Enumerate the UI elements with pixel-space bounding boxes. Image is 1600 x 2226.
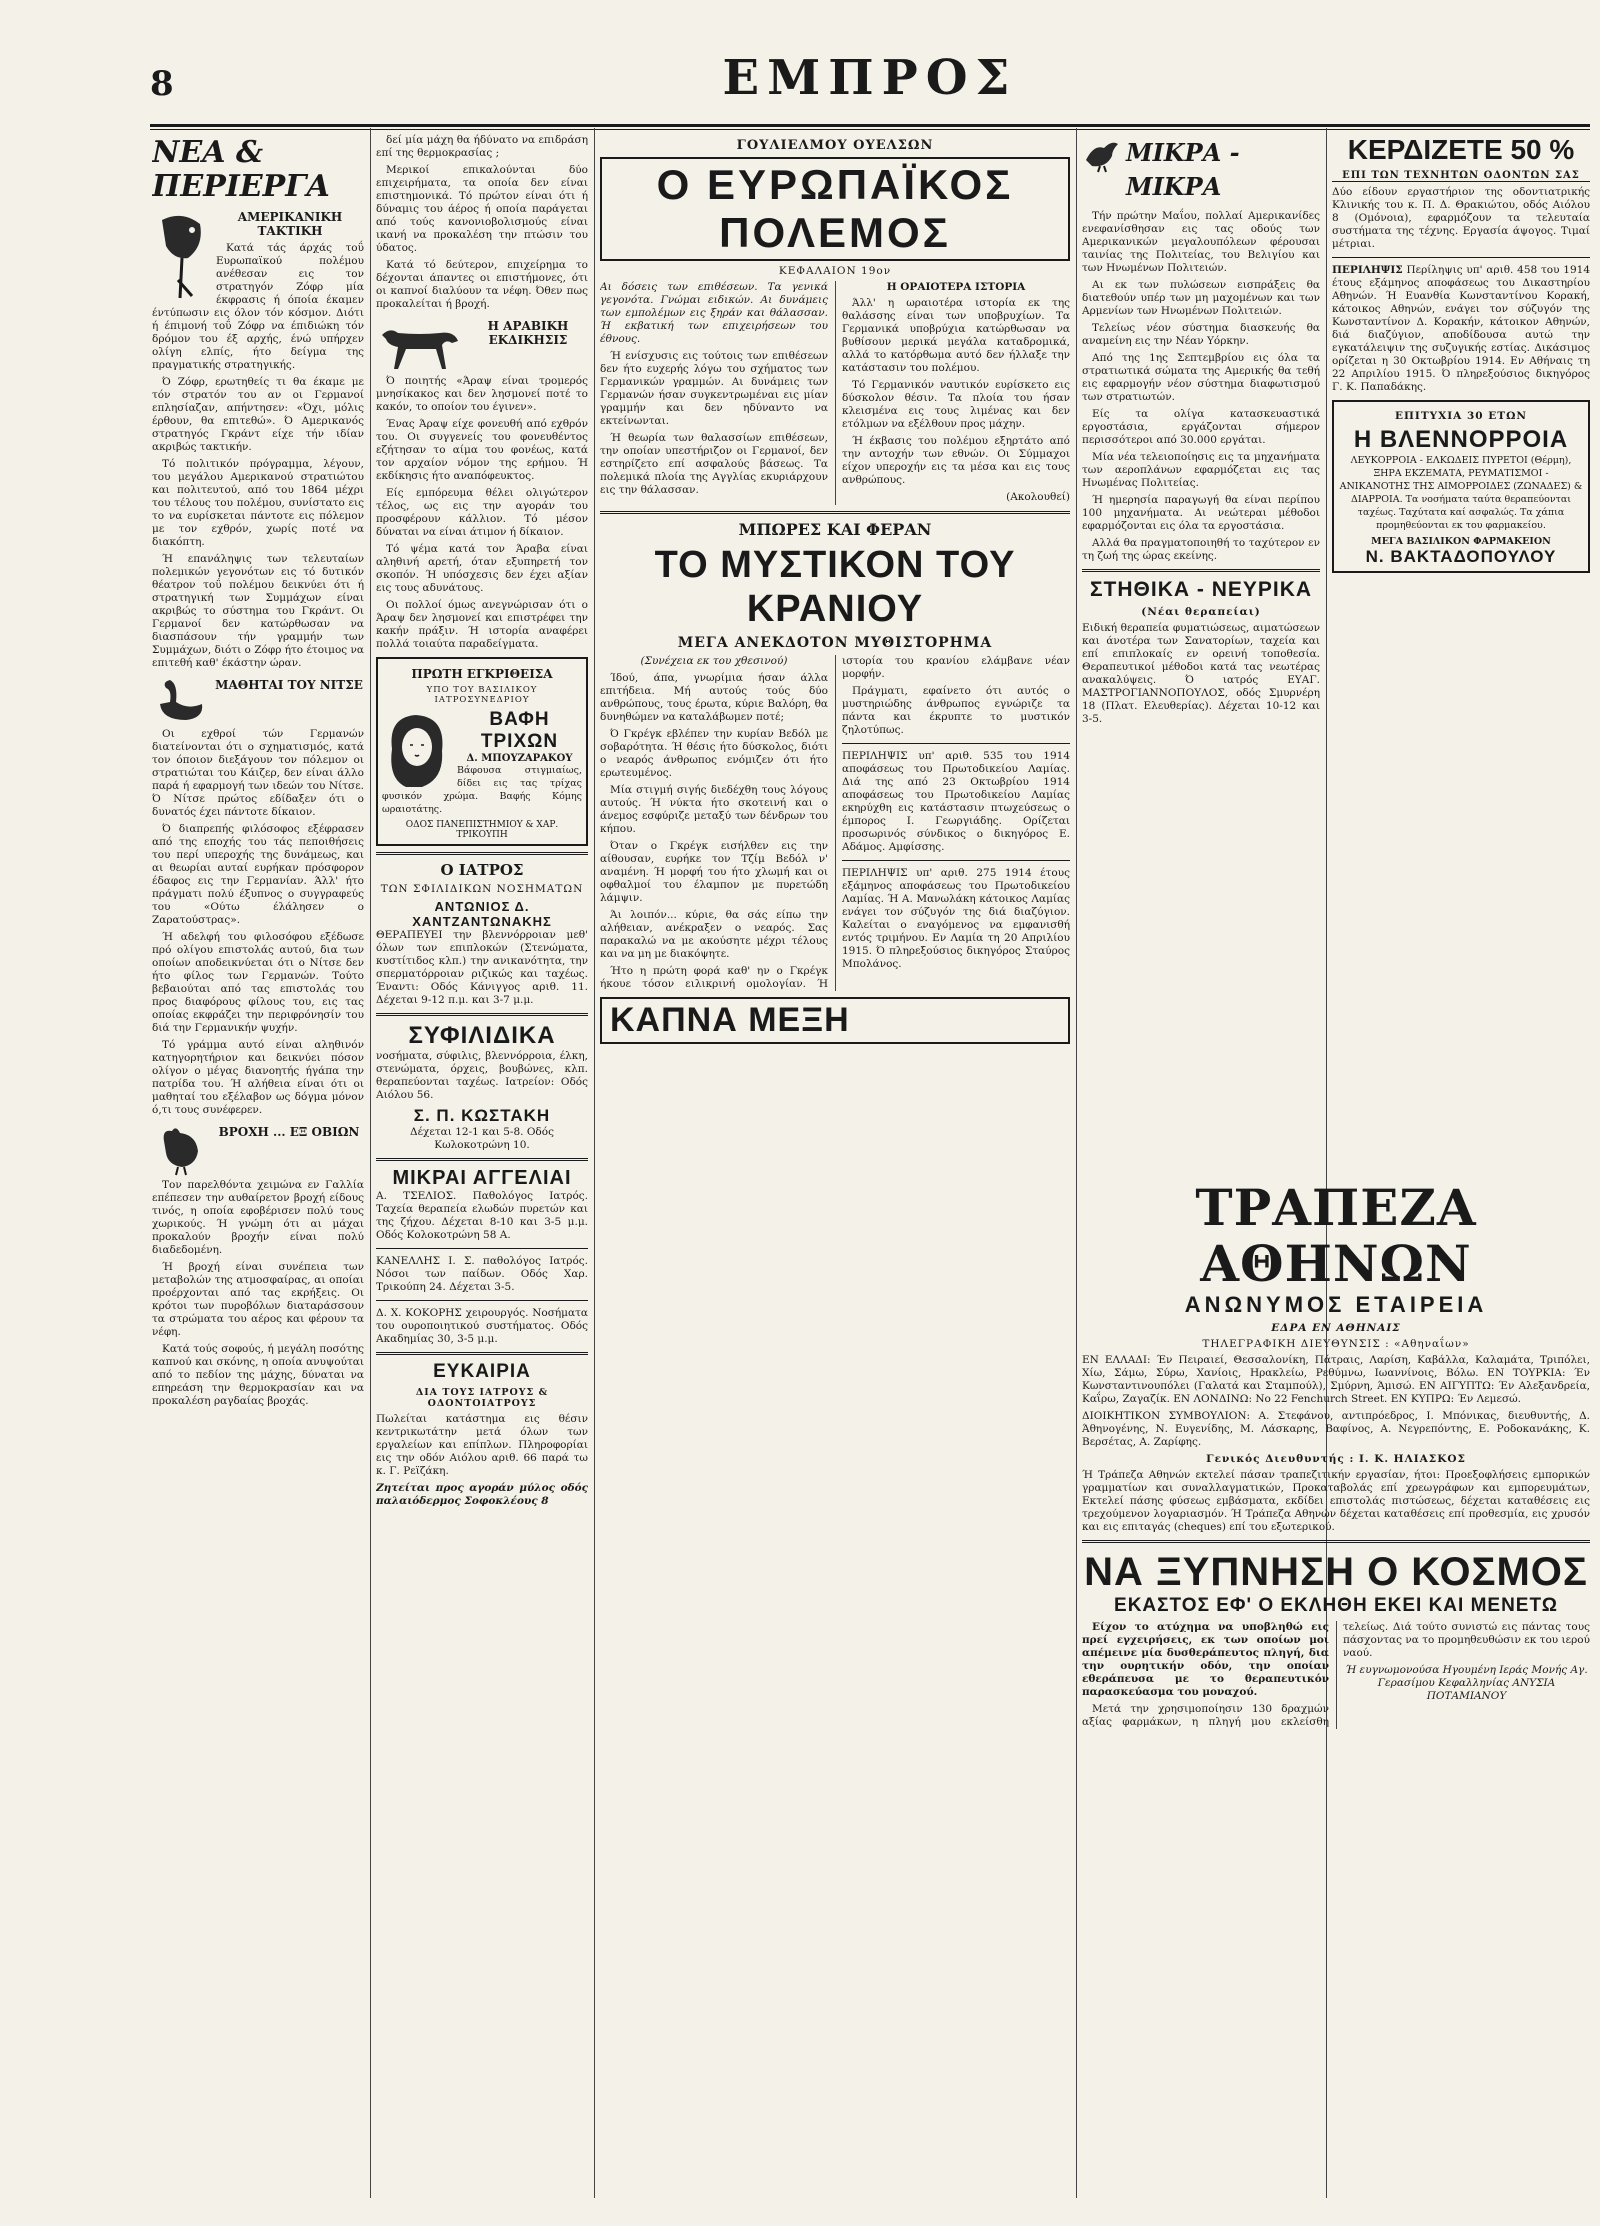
article-paragraph: Πράγματι, εφαίνετο ότι αυτός ο μυστηριώδης άνθρωπος εγνώριζε τα πάντα και έκρυπτε το μυστικόν ζηλοτύπως. [842, 684, 1070, 736]
ad-subtitle: ΤΩΝ ΣΦΙΛΙΔΙΚΩΝ ΝΟΣΗΜΑΤΩΝ [380, 883, 584, 895]
separator [1082, 1540, 1590, 1543]
article-paragraph: Τήν πρώτην Μαΐου, πολλαί Αμερικανίδες ενεφανίσθησαν εις τας οδούς των Αμερικανικών μεγαλουπόλεων φέρουσαι ταινίας της Πολιτείας, του Βελιγίου και των Ηνωμένων Πολιτειών. [1082, 210, 1320, 274]
article-paragraph: Μερικοί επικαλούνται δύο επιχειρήματα, τα οποία δεν είναι επιστημονικά. Τό πρώτον είναι ότι ή δύναμις του άέρος ή οποία παράγεται από τούς κανονιοβολισμούς είναι ικανή να προκαλέση την πτώσιν του ύδατος. [376, 164, 588, 254]
article-paragraph: Τον παρελθόντα χειμώνα εν Γαλλία επέπεσεν την αυθαίρετον βροχή είδους τινός, η οποία εφοβέρισεν πολύ τους χωρικούς. Ή γνώμη ότι αι μάχαι προκαλούν βροχήν είναι πολύ διαδεδομένη. [152, 1179, 364, 1256]
article-paragraph: Ή επανάληψις των τελευταίων πολεμικών γεγονότων εις τό δυτικόν θέατρον τοΰ πολέμου δεικνύει ότι ή στρατηγική των Συμμάχων είναι ακριβώς το σύστημα του Γκράντ. Οι Γερμανοί δεν κατώρθωσαν να διασπάσουν τήν γραμμήν των Συμμάχων, διότι ο Ζόφρ ήτο έτοιμος να επιτεθή καθ' έκάστην ώραν. [152, 553, 364, 669]
ad-text: Δ. Χ. ΚΟΚΟΡΗΣ χειρουργός. Νοσήματα του ουροποιητικού συστήματος. Οδός Ακαδημίας 30, 3-5 μ.μ. [376, 1307, 588, 1345]
subheadline: ΕΚΑΣΤΟΣ ΕΦ' Ο ΕΚΛΗΘΗ ΕΚΕΙ ΚΑΙ ΜΕΝΕΤΩ [1114, 1595, 1558, 1616]
bank-ad [1082, 1180, 1590, 1729]
ad-text: Ειδική θεραπεία φυματιώσεως, αιματώσεων και άνοτέρα των Σανατορίων, ταχεία και επί επιπλοκαίς εν ορεινή τοποθεσία. Θεραπευτικοί μέθοδοι κατά τας νεωτέρας ανακαλύψεις. Ό ιατρός ΕΥΑΓ. ΜΑΣΤΡΟΓΙΑΝΝΟΠΟΥΛΟΣ, οδός Σμυρνέρη 18 (Πλατ. Ελευθερίας). Δέχεται 10-12 και 3-5. [1082, 622, 1320, 725]
cigarette-ad [600, 997, 1070, 1044]
ad-doctor-name: ΑΝΤΩΝΙΟΣ Δ. ΧΑΝΤΖΑΝΤΩΝΑΚΗΣ [412, 899, 552, 929]
woman-portrait-icon [382, 709, 452, 789]
article-title: ΑΜΕΡΙΚΑΝΙΚΗ ΤΑΚΤΙΚΗ [237, 210, 343, 238]
article-paragraph: Είς εμπόρευμα θέλει ολιγώτερον τέλος, ως εις την αγοράν του προσφέρουν κάλλιον. Τό μέσον δύναται να είναι άτιμον ή δίκαιον. [376, 487, 588, 538]
article-paragraph: Ό Γκρέγκ εβλέπεν την κυρίαν Βεδόλ με σοβαρότητα. Ή θέσις ήτο δύσκολος, διότι ο νεαρός άνθρωπος ενόμιζεν ότι ήτο ερωτευμένος. [600, 727, 828, 779]
article-paragraph: Μετά την χρησιμοποίησιν 130 δραχμών αξίας φαρμάκων, η πληγή μου εκλείσθη τελείως. Διά τούτο συνιστώ εις πάντας τους πάσχοντας να το προμηθευθώσιν εκ του ιερού ναού. [1082, 1621, 1590, 1728]
article-paragraph: Ή ενίσχυσις εις τούτοις των επιθέσεων δεν ήτο ευχερής λόγω του σχήματος των Γερμανικών γραμμών. Αι δυνάμεις των Γερμανών ήσαν συγκεντρωμέναι εις μίαν γραμμήν και δεν ηδύναντο να εκτείνωνται. [600, 350, 828, 427]
ad-title: ΣΤΗΘΙΚΑ - ΝΕΥΡΙΚΑ [1089, 578, 1313, 601]
article-paragraph: Άι λοιπόν... κύριε, θα σάς είπω την αλήθειαν, ανέκραξεν ο νεαρός. Σας παρακαλώ να με ακούσητε μέχρι τέλους και να μη με διακόψητε. [600, 908, 828, 960]
separator [376, 1248, 588, 1249]
separator [1082, 569, 1320, 572]
separator [376, 1013, 588, 1016]
article-paragraph: Αλλά θα πραγματοποιηθή το ταχύτερον εν τη ζωή της ώρας εκείνης. [1082, 537, 1320, 562]
bank-branches: ΕΝ ΕΛΛΑΔΙ: Έν Πειραιεί, Θεσσαλονίκη, Πάτραις, Λαρίση, Καβάλλα, Καλαμάτα, Τριπόλει, Χίω, Σάμω, Σύρω, Χανίοις, Ηρακλείω, Ρεθύμνω, Ιωαννίνοις, Βόλω. ΕΝ ΤΟΥΡΚΙΑ: Έν Κωνσταντινουπόλει (Γαλατά και Σταμπούλ), Σμύρνη, Άμισώ. ΕΝ ΑΙΓΥΠΤΩ: Έν Αλεξανδρεία, Καΐρω, Ζαγαζίκ. ΕΝ ΛΟΝΔΙΝΩ: Νο 22 Fenchurch Street. ΕΝ ΚΥΠΡΩ: Έν Λεμεσώ. [1082, 1354, 1590, 1405]
ad-brand: ΒΑΦΗ ΤΡΙΧΩΝ [480, 709, 559, 752]
article-paragraph: Τό γράμμα αυτό είναι αληθινόν κατηγορητήριον και δεικνύει πόσον ολίγον ο μέγας διανοητής ήγάπα την πατρίδα του. Ή αλήθεια είναι ότι οι μαθηταί του εξέλαβον ως δόγμα μόνον ό,τι τους συνέφερεν. [152, 1039, 364, 1116]
column-serials [600, 134, 1070, 1044]
legal-notice: ΠΕΡΙΛΗΨΙΣ υπ' αριθ. 275 1914 έτους εξάμηνος αποφάσεως του Πρωτοδικείου Λαμίας. Ή Α. Μανωλάκη κάτοικος Λαμίας ενάγει τον σύζυγόν της διά διαζύγιον. Καλείται ο εναγόμενος να εμφανισθή εντός τριμήνου. Εν Λαμία τη 20 Απριλίου 1915. Ό πληρεξούσιος δικηγόρος Σταύρος Μπολάνος. [842, 866, 1070, 970]
serial-title-box [600, 157, 1070, 261]
article-paragraph: δεί μία μάχη θα ήδύνατο να επιδράση επί της θερμοκρασίας ; [376, 134, 588, 159]
article-title: Η ΑΡΑΒΙΚΗ ΕΚΔΙΚΗΣΙΣ [487, 319, 569, 347]
legal-notice [1332, 264, 1590, 394]
ad-subtitle: ΥΠΟ ΤΟΥ ΒΑΣΙΛΙΚΟΥ ΙΑΤΡΟΣΥΝΕΔΡΙΟΥ [426, 685, 538, 705]
article-paragraph: Άλλ' η ωραιοτέρα ιστορία εκ της θαλάσσης είναι των υποβρυχίων. Τα Γερμανικά υποβρύχια κατώρθωσαν να βυθίσουν μερικά μεγάλα καταδρομικά, αλλά το κατόρθωμα αυτό δεν ήλλαξε την κατάστασιν του πολέμου. [842, 297, 1070, 374]
article-paragraph: Οι πολλοί όμως ανεγνώρισαν ότι ο Άραψ δεν λησμονεί και επιστρέφει την κακήν πράξιν. Ή ιστορία αναφέρει πολλά τοιαύτα παραδείγματα. [376, 599, 588, 650]
separator [600, 511, 1070, 514]
column-divider [370, 128, 371, 2198]
testimonial-signature: Ή ευγνωμονούσα Ηγουμένη Ιεράς Μονής Αγ. Γερασίμου Κεφαλληνίας ΑΝΥΣΙΑ ΠΟΤΑΜΙΑΝΟΥ [1345, 1664, 1588, 1702]
column-short-news [1082, 134, 1320, 730]
legal-notice: ΠΕΡΙΛΗΨΙΣ υπ' αριθ. 535 του 1914 αποφάσεως του Πρωτοδικείου Λαμίας. Διά της από 23 Οκτωβρίου 1914 αποφάσεως του Πρωτοδικείου Λαμίας εκηρύχθη εις κατάστασιν πτωχεύσεως ο έμπορος Ι. Γεωργιάδης. Ορίζεται προσωρινός σύνδικος ο δικηγόρος Ε. Αδάμος. Αμφίσσης. [842, 749, 1070, 853]
ad-title: ΜΙΚΡΑΙ ΑΓΓΕΛΙΑΙ [392, 1167, 572, 1189]
separator [842, 743, 1070, 744]
column-divider [1076, 128, 1077, 2198]
article-paragraph: Αι εκ των πυλώσεων εισπράξεις θα διατεθούν υπέρ των μη μαχομένων και των Αρμενίων των Ηνωμένων Πολιτειών. [1082, 279, 1320, 317]
separator [842, 860, 1070, 861]
swan-icon [152, 674, 208, 726]
ad-subtitle: ΔΙΑ ΤΟΥΣ ΙΑΤΡΟΥΣ & ΟΔΟΝΤΟΙΑΤΡΟΥΣ [415, 1387, 549, 1409]
ad-text: ΘΕΡΑΠΕΥΕΙ την βλεννόρροιαν μεθ' όλων των επιπλοκών (Στενώματα, κυστίτιδος κλπ.) την ανικανότητα, την σπερματόρροιαν ριζικώς και ταχέως. Έναντι: Οδός Κάνιγγος αριθ. 11. Δέχεται 9-12 π.μ. και 3-7 μ.μ. [376, 929, 588, 1006]
serial-chapter: ΚΕΦΑΛΑΙΟΝ 19ον [778, 265, 892, 277]
article-paragraph: Κατά τάς άρχάς τοΰ Ευρωπαϊκού πολέμου ανέθεσαν εις τον στρατηγόν Ζόφρ μία έκφρασις ή όποία έκαμεν έντύπωσιν εις όλον τόν κόσμον. Διότι ή έπιμονή τοΰ Ζόφρ να έπιδιώκη τόν δρόμον του έξ αρχής, ένώ υπήρχεν ολίγη ελπίς, ήτο δείγμα της πραγματικής στρατηγικής. [152, 242, 364, 371]
bank-director: Γενικός Διευθυντής : Ι. Κ. ΗΛΙΑΣΚΟΣ [1206, 1453, 1466, 1465]
article-paragraph: Όταν ο Γκρέγκ εισήλθεν εις την αίθουσαν, ευρήκε τον Τζίμ Βεδόλ ν' αναμένη. Ή μορφή του ήτο χλωμή και οι οφθαλμοί του έλαμπον με πυρετώδη λάμψιν. [600, 839, 828, 904]
notice-label: ΠΕΡΙΛΗΨΙΣ [1332, 264, 1403, 276]
ad-title: ΣΥΦΙΛΙΔΙΚΑ [408, 1022, 556, 1049]
bank-subtitle: ΑΝΩΝΥΜΟΣ ΕΤΑΙΡΕΙΑ [1184, 1292, 1488, 1317]
ad-brand: ΚΑΠΝΑ ΜΕΞΗ [610, 1000, 850, 1039]
ad-address: Δέχεται 12-1 και 5-8. Οδός Κωλοκοτρώνη 10. [410, 1126, 554, 1151]
article-paragraph: Ίδού, άπα, γνωρίμια ήσαν άλλα επιτήδεια. Μή αυτούς τούς δύο ανθρώπους, τους έρωτα, κύριε Βαλόρη, θα δυνηθώμεν να καταλάβωμεν ποτέ; [600, 671, 828, 723]
bank-services: Ή Τράπεζα Αθηνών εκτελεί πάσαν τραπεζιτικήν εργασίαν, ήτοι: Προεξοφλήσεις εμπορικών γραμματίων και συναλλαγματικών, Προκαταβολάς επί χρεωγράφων και εμπορευμάτων, Εκτελεί πάσης φύσεως εμβάσματα, εκδίδει επιστολάς πιστώσεως, δέχεται καταθέσεις εις τρεχούμενον λογαριασμόν. Ή Τράπεζα Αθηνών δέχεται καταθέσεις επί προθεσμία, εις χρυσόν και εις επιταγάς (cheques) επί του εξωτερικού. [1082, 1469, 1590, 1533]
bird-icon [1082, 134, 1122, 174]
bank-seat: ΕΔΡΑ ΕΝ ΑΘΗΝΑΙΣ [1271, 1322, 1401, 1334]
article-paragraph: Ή έκβασις του πολέμου εξηρτάτο από την αντοχήν των εθνών. Οι Σύμμαχοι είχον υπεροχήν εις τα μέσα και εις τους ανθρώπους. [842, 435, 1070, 486]
greyhound-icon [376, 315, 462, 373]
continuation-note: (Συνέχεια εκ του χθεσινού) [640, 654, 788, 667]
ad-owner: Ν. ΒΑΚΤΑΔΟΠΟΥΛΟΥ [1365, 547, 1557, 566]
page-number: 8 [150, 64, 174, 104]
article-title: ΒΡΟΧΗ ... ΕΞ ΟΒΙΩΝ [218, 1125, 360, 1139]
article-paragraph: Ή αδελφή του φιλοσόφου εξέδωσε πρό ολίγου επιστολάς αυτού, δια των οποίων αποδεικνύεται ότι ο Νίτσε δεν ήτο φίλος των Γερμανών. Τούτο βεβαιούται από τας επιστολάς του προς διαφόρους φίλους του, εις τας οποίας εκφράζει την περιφρόνησίν του διά την Γερμανικήν ψυχήν. [152, 931, 364, 1034]
column-mixed [376, 134, 588, 1512]
masthead-rule [150, 124, 1590, 127]
ad-doctor-name: Σ. Π. ΚΩΣΤΑΚΗ [413, 1106, 551, 1125]
article-paragraph: Ό ποιητής «Άραψ είναι τρομερός μνησίκακος και δεν λησμονεί ποτέ το κακόν, το οποίον του έγινεν». [376, 375, 588, 413]
bank-telegraph: ΤΗΛΕΓΡΑΦΙΚΗ ΔΙΕΥΘΥΝΣΙΣ : «Αθηναΐων» [1202, 1338, 1470, 1350]
ad-text: Α. ΤΣΕΛΙΟΣ. Παθολόγος Ιατρός. Ταχεία θεραπεία ελωδών πυρετών και της ζήχου. Δέχεται 8-10 και 3-5 μ.μ. Οδός Κολοκοτρώνη 58 Α. [376, 1190, 588, 1241]
article-paragraph: Αι δόσεις των επιθέσεων. Τα γενικά γεγονότα. Γνώμαι ειδικών. Αι δυνάμεις των εμπολέμων εις ξηράν και θάλασσαν. Ή εκβατική των επιχειρήσεων του έθνους. [600, 281, 828, 345]
continuation-note: (Ακολουθεί) [1006, 491, 1070, 503]
section-title-news: ΝΕΑ & ΠΕΡΙΕΡΓΑ [152, 135, 330, 204]
separator [376, 1352, 588, 1355]
ad-title: Η ΒΛΕΝΝΟΡΡΟΙΑ [1353, 426, 1569, 453]
separator [376, 1158, 588, 1161]
novel-body [600, 655, 1070, 991]
ad-pharmacy: ΜΕΓΑ ΒΑΣΙΛΙΚΟΝ ΦΑΡΜΑΚΕΙΟΝ [1371, 536, 1551, 547]
ad-text: Πωλείται κατάστημα εις θέσιν κεντρικωτάτην μετά όλων των εργαλείων και επίπλων. Πληροφορίαι εις την οδόν Αιόλου αριθ. 66 παρά τω κ. Γ. Ρεϊζάκη. [376, 1413, 588, 1477]
ad-subtitle: ΕΠΙ ΤΩΝ ΤΕΧΝΗΤΩΝ ΟΔΟΝΤΩΝ ΣΑΣ [1332, 170, 1590, 182]
ad-text: Δύο είδουν εργαστήριον της οδοντιατρικής Κλινικής του κ. Π. Δ. Θρακιώτου, οδός Αιόλου 8 (Ομόνοια), εφαρμόζουν τα τελευταία συστήματα της τέχνης. Εργασία άψογος. Τιμαί μέτριαι. [1332, 186, 1590, 250]
ad-hair-dye [376, 657, 588, 846]
article-paragraph: Τό ψέμα κατά τον Άραβα είναι αληθινή αρετή, όταν εξυπηρετή τον σκοπόν. Ή υπόσχεσις δεν έχει αξίαν εις τους αδυνάτους. [376, 543, 588, 594]
ad-maker: Δ. ΜΠΟΥΖΑΡΑΚΟΥ [466, 753, 573, 764]
column-divider [1326, 128, 1327, 2198]
headline-wake-up: ΝΑ ΞΥΠΝΗΣΗ Ο ΚΟΣΜΟΣ [1084, 1550, 1588, 1594]
serial-author: ΓΟΥΛΙΕΛΜΟΥ ΟΥΕΛΣΩΝ [736, 138, 934, 153]
ad-subtitle: (Νέαι θεραπείαι) [1141, 606, 1261, 618]
article-paragraph: Ό διαπρεπής φιλόσοφος εξέφρασεν από της εποχής του τάς πεποιθήσεις του περί υπεροχής της δυνάμεως, και αι θεωρίαι αυταί ευρήκαν πρόσφορον έδαφος εις την Γερμανίαν. Άλλ' ήτο πράγματι πολύ έξυπνος ο συγγραφεύς του «Ούτω έλάλησεν ο Ζαρατούστρας». [152, 823, 364, 926]
article-paragraph: Είς τα ολίγα κατασκευαστικά εργοστάσια, εργάζονται σήμερον περισσότεροι από 30.000 εργάται. [1082, 408, 1320, 446]
article-paragraph: Μία στιγμή σιγής διεδέχθη τους λόγους αυτούς. Ή νύκτα ήτο σκοτεινή και ο άνεμος εσφύριζε μεταξύ των δένδρων του κήπου. [600, 783, 828, 835]
article-paragraph: Τελείως νέον σύστημα διασκευής θα αναμείνη εις την Νέαν Υόρκην. [1082, 322, 1320, 347]
article-paragraph: Είχον το ατύχημα να υποβληθώ εις πρεί εγχειρήσεις, εκ των οποίων μοι απέμεινε μία δυσθεράπευτος πληγή, δια την ουρητικήν οδόν, την οποίαν εθεράπευσα με το θεραπευτικόν παρασκεύασμα του μοναχού. [1082, 1621, 1329, 1698]
peacock-icon [152, 210, 210, 300]
ad-text: νοσήματα, σύφιλις, βλεννόρροια, έλκη, στενώματα, όρχεις, βουβώνες, κλπ. θεραπεύονται ταχέως. Ιατρείον: Οδός Αιόλου 56. [376, 1050, 588, 1101]
article-paragraph: Κατά τούς σοφούς, ή μεγάλη ποσότης καπνού και σκόνης, η οποία ανυψούται από το πεδίον της μάχης, δύναται να επηρεάση την θερμοκρασίαν και να προκαλέση ραγδαίας βροχάς. [152, 1343, 364, 1407]
novel-subtitle: ΜΕΓΑ ΑΝΕΚΔΟΤΟΝ ΜΥΘΙΣΤΟΡΗΜΑ [677, 634, 993, 651]
serial-title: Ο ΕΥΡΩΠΑΪΚΟΣ ΠΟΛΕΜΟΣ [656, 161, 1014, 256]
masthead-rule-thin [150, 129, 1590, 130]
article-paragraph: Οι εχθροί τών Γερμανών διατείνονται ότι ο σχηματισμός, κατά τον όποιον διεξάγουν τον πόλεμον οι στρατιώται του Κάιζερ, δεν είναι άλλο παρά ή εφαρμογή των ιδεών του Νίτσε. Ό Νίτσε πρώτος εδίδαξεν ότι ο δυνατός έχει πάντοτε δίκαιον. [152, 728, 364, 818]
column-news [152, 134, 364, 1412]
notice-text: Περίληψις υπ' αριθ. 458 του 1914 έτους εξάμηνος αποφάσεως του Δικαστηρίου Αθηνών. Ή Ευανθία Κωνσταντίνου Κορακή, κάτοικος Αθηνών, ενάγει τον σύζυγόν της Κωνσταντίνον Δ. Κορακήν, κάτοικον Αθηνών, διά διαζύγιον, αποδίδουσα αυτώ την εγκατάλειψιν της συζυγικής εστίας. Δικάσιμος ορίζεται η 30 Οκτωβρίου 1914. Εν Αθήναις τη 22 Απριλίου 1915. Ό πληρεξούσιος δικηγόρος Γ. Κ. Παπαδάκης. [1332, 264, 1590, 393]
testimonial-body [1082, 1621, 1590, 1729]
paper-name: ΕΜΠΡΟΣ [722, 50, 1018, 106]
article-paragraph: Ένας Άραψ είχε φονευθή από εχθρόν του. Οι συγγενείς του φονευθέντος εζήτησαν το αίμα του φονέως, κατά τον αρχαίον νόμον της ερήμου. Ή εκδίκησις ήτο αναπόφευκτος. [376, 418, 588, 482]
article-paragraph: Ό Ζόφρ, ερωτηθείς τι θα έκαμε με τόν στρατόν του αν οι Γερμανοί επλησίαζαν, απήντησεν: «Όχι, μόλις έρθουν, θα επιτεθώ». Ό Αμερικανός στρατηγός Γκράντ είχε τήν ιδίαν ακριβώς τακτικήν. [152, 376, 364, 453]
ad-medicine [1332, 400, 1590, 573]
column-divider [594, 128, 595, 2198]
ad-title: Ο ΙΑΤΡΟΣ [440, 861, 524, 879]
subsection-title: Η ΟΡΑΙΟΤΕΡΑ ΙΣΤΟΡΙΑ [886, 281, 1026, 293]
ad-text: ΚΑΝΕΛΛΗΣ Ι. Σ. παθολόγος Ιατρός. Νόσοι των παίδων. Οδός Χαρ. Τρικούπη 24. Δέχεται 3-5. [376, 1255, 588, 1293]
article-paragraph: Κατά τό δεύτερον, επιχείρημα το δέχονται άπαντες οι επιστήμονες, ότι οι καπνοί διαλύουν τα νέφη. Όθεν πως προκαλείται ή βροχή. [376, 259, 588, 310]
article-paragraph: Μία νέα τελειοποίησις εις τα μηχανήματα των αεροπλάνων εφαρμόζεται εις τας Ηνωμένας Πολιτείας. [1082, 451, 1320, 489]
article-paragraph: Τό πολιτικόν πρόγραμμα, λέγουν, του μεγάλου Αμερικανού στρατιώτου και πολιτευτού, από του 1864 μέχρι του τέλους του πολέμου, συνίστατο εις το να ευρίσκεται πάντοτε εις πόλεμον με τον εχθρόν, χωρίς ποτέ να διακόπτη. [152, 458, 364, 548]
rooster-icon [152, 1121, 208, 1177]
ad-title: ΕΥΚΑΙΡΙΑ [433, 1361, 531, 1382]
separator [376, 852, 588, 855]
article-paragraph: Τό Γερμανικόν ναυτικόν ευρίσκετο εις δύσκολον θέσιν. Τα πλοία του ήσαν κλεισμένα εις τους λιμένας και δεν ετόλμων να εξέλθουν προς μάχην. [842, 379, 1070, 430]
separator [376, 1300, 588, 1301]
serial-body [600, 281, 1070, 505]
section-title-short: ΜΙΚΡΑ - ΜΙΚΡΑ [1126, 138, 1240, 201]
article-title: ΜΑΘΗΤΑΙ ΤΟΥ ΝΙΤΣΕ [215, 678, 363, 692]
ad-address: ΟΔΟΣ ΠΑΝΕΠΙΣΤΗΜΙΟΥ & ΧΑΡ. ΤΡΙΚΟΥΠΗ [405, 820, 559, 840]
article-paragraph: Ή θεωρία των θαλασσίων επιθέσεων, την οποίαν υπεστήριζον οι Γερμανοί, δεν εστηρίζετο επί ασφαλούς βάσεως. Τα πολεμικά πλοία της Αγγλίας εκυριάρχουν εις την θάλασσαν. [600, 432, 828, 496]
ad-text: Ζητείται προς αγοράν μύλος οδός παλαιόδερμος Σοφοκλέους 8 [376, 1482, 588, 1507]
column-ads [1332, 134, 1590, 579]
article-paragraph: Ή βροχή είναι συνέπεια των μεταβολών της ατμοσφαίρας, αι οποίαι προέρχονται από τας εκρήξεις. Οι κρότοι των πυροβόλων διαταράσσουν τα στρώματα του αέρος και φέρουν τα νέφη. [152, 1261, 364, 1338]
separator [1332, 257, 1590, 258]
novel-title: ΤΟ ΜΥΣΤΙΚΟΝ ΤΟΥ ΚΡΑΝΙΟΥ [654, 543, 1016, 630]
bank-board: ΔΙΟΙΚΗΤΙΚΟΝ ΣΥΜΒΟΥΛΙΟΝ: Α. Στεφάνου, αντιπρόεδρος, Ι. Μπόνικας, διευθυντής, Δ. Άθηνογένης, Ν. Ευγενίδης, Μ. Λάσκαρης, Βαφίνος, Α. Νεγρεπόντης, Ε. Ροδοκανάκης, Κ. Βερσέτας, Α. Ζαρίφης. [1082, 1410, 1590, 1448]
novel-authors: ΜΠΩΡΕΣ ΚΑΙ ΦΕΡΑΝ [738, 519, 932, 539]
article-paragraph: Ή ημερησία παραγωγή θα είναι περίπου 100 μηχανήματα. Αι νεώτεραι μέθοδοι εφαρμόζονται εις όλα τα εργοστάσια. [1082, 494, 1320, 532]
ad-title: ΚΕΡΔΙΖΕΤΕ 50 % [1347, 134, 1575, 165]
ad-text: Βάφουσα στιγμιαίως, δίδει εις τας τρίχας φυσικόν χρώμα. Βαφής Κόμης ωραιοτάτης. [382, 765, 582, 815]
bank-title: ΤΡΑΠΕΖΑ ΑΘΗΝΩΝ [1195, 1180, 1477, 1293]
ad-title: ΠΡΩΤΗ ΕΓΚΡΙΘΕΙΣΑ [411, 667, 553, 681]
ad-subtitle: ΕΠΙΤΥΧΙΑ 30 ΕΤΩΝ [1394, 410, 1528, 422]
article-paragraph: Ήτο η πρώτη φορά καθ' ην ο Γκρέγκ ήκουε τόσον ειλικρινή ομολογίαν. Ή ιστορία του κρανίου ελάμβανε νέαν μορφήν. [600, 654, 1070, 990]
ad-text: ΛΕΥΚΟΡΡΟΙΑ - ΕΛΚΩΔΕΙΣ ΠΥΡΕΤΟΙ (Θέρμη), ΞΗΡΑ ΕΚΖΕΜΑΤΑ, ΡΕΥΜΑΤΙΣΜΟΙ - ΑΝΙΚΑΝΟΤΗΣ ΤΗΣ ΑΙΜΟΡΡΟΙΔΕΣ (ΖΩΝΑΔΕΣ) & ΔΙΑΡΡΟΙΑ. Τα νοσήματα ταύτα θεραπεύονται ταχέως. Ταχύτατα καί ασφαλώς. Τα χάπια προμηθεύονται εκ του φαρμακείου. [1339, 455, 1583, 531]
masthead [150, 48, 1590, 128]
article-paragraph: Από της 1ης Σεπτεμβρίου εις όλα τα στρατιωτικά σώματα της Αμερικής θα τεθή εις εφαρμογήν νέον σύστημα διαφωτισμού των στρατιωτών. [1082, 352, 1320, 403]
